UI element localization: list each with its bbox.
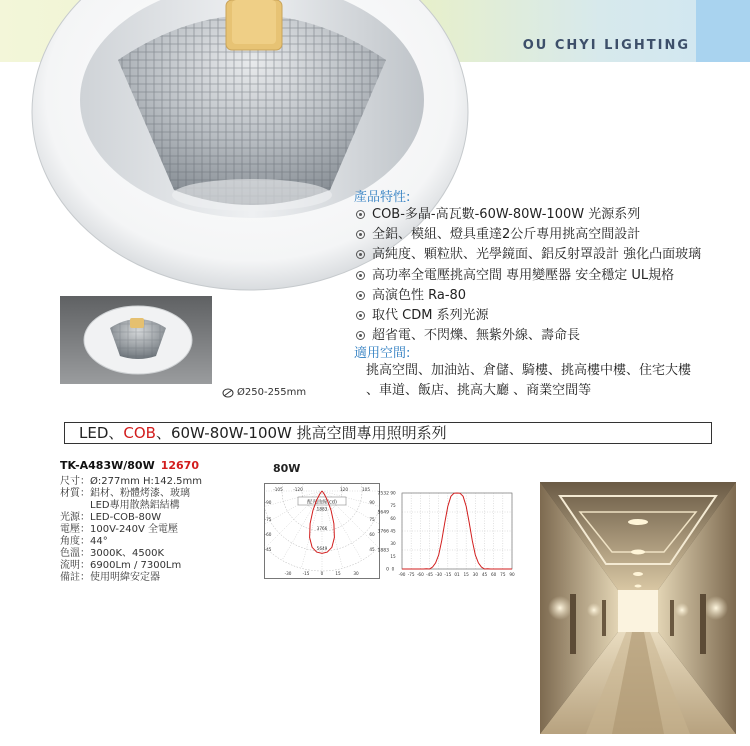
polar-angle-tick: 90	[369, 500, 375, 505]
polar-angle-tick: 105	[362, 487, 370, 492]
line-x-tick: 90	[509, 572, 515, 577]
product-code: 12670	[160, 459, 199, 472]
line-x-tick: 01	[454, 572, 460, 577]
polar-angle-tick: -15	[302, 571, 310, 576]
spec-list	[60, 476, 202, 584]
line-x-tick: 75	[500, 572, 506, 577]
bullet-icon	[356, 250, 365, 259]
polar-radial-tick: 5649	[316, 545, 328, 551]
line-x-tick: -60	[416, 572, 424, 577]
polar-angle-tick: 60	[369, 532, 375, 537]
bullet-icon	[356, 210, 365, 219]
feature-item: 高演色性 Ra-80	[356, 286, 701, 306]
polar-angle-tick: 75	[369, 517, 375, 522]
line-y2-tick: 0	[391, 566, 395, 572]
polar-distribution-chart	[264, 483, 380, 579]
series-banner: LED、COB、60W-80W-100W 挑高空間專用照明系列	[64, 422, 712, 444]
spec-row: 色溫：3000K、4500K	[60, 548, 165, 559]
applications-title: 適用空間:	[354, 346, 411, 361]
polar-angle-tick: 120	[340, 487, 348, 492]
line-y2-tick: 45	[390, 528, 396, 534]
polar-angle-tick: 0	[320, 571, 324, 576]
polar-angle-tick: -60	[264, 532, 272, 537]
line-y-tick: 1883	[377, 548, 389, 554]
line-y2-tick: 75	[390, 503, 396, 509]
line-x-tick: -30	[435, 572, 443, 577]
line-y-tick: 3766	[377, 529, 389, 535]
features-list	[356, 205, 701, 346]
model-number: TK-A483W/80W 12670	[60, 459, 199, 472]
line-distribution-chart	[372, 483, 522, 579]
line-x-tick: 15	[463, 572, 469, 577]
bullet-icon	[356, 230, 365, 239]
feature-item: 全鋁、模組、燈具重達2公斤專用挑高空間設計	[356, 225, 701, 245]
polar-angle-tick: 45	[369, 547, 375, 552]
diameter-icon	[222, 388, 234, 398]
applications-line-2: 、車道、飯店、挑高大廳 、商業空間等	[366, 383, 592, 398]
spec-row: 電壓：100V-240V 全電壓	[60, 524, 179, 535]
polar-angle-tick: -30	[284, 571, 292, 576]
polar-angle-tick: -90	[264, 500, 272, 505]
line-x-tick: 30	[472, 572, 479, 577]
bullet-icon	[356, 271, 365, 280]
size-note-text: Ø250-255mm	[237, 387, 307, 398]
polar-legend: 配光曲線(cd)	[307, 499, 337, 506]
feature-item: 取代 CDM 系列光源	[356, 306, 701, 326]
bullet-icon	[356, 331, 365, 340]
hotel-corridor-photo	[540, 482, 736, 734]
banner-cob: COB	[123, 424, 156, 442]
feature-item: 高功率全電壓挑高空間 專用變壓器 安全穩定 UL規格	[356, 266, 701, 286]
spec-row: 尺寸：Ø:277mm H:142.5mm	[60, 476, 202, 487]
bullet-icon	[356, 291, 365, 300]
feature-item: 高純度、顆粒狀、光學鏡面、鋁反射罩設計 強化凸面玻璃	[356, 245, 701, 265]
feature-item: COB-多晶-高瓦數-60W-80W-100W 光源系列	[356, 205, 701, 225]
line-x-tick: 45	[481, 572, 488, 577]
spec-row: 光源：LED-COB-80W	[60, 512, 162, 523]
line-x-tick: -15	[444, 572, 452, 577]
brand-name: OU CHYI LIGHTING	[522, 38, 690, 53]
spec-row: 流明：6900Lm / 7300Lm	[60, 560, 182, 571]
spec-row: 角度：44°	[60, 536, 108, 547]
line-y2-tick: 90	[390, 490, 396, 496]
brand-box	[696, 0, 750, 62]
line-y-tick: 0	[386, 567, 389, 573]
polar-radial-tick: 1883	[316, 506, 328, 512]
led-downlight-thumbnail	[60, 296, 212, 384]
applications-line-1: 挑高空間、加油站、倉儲、騎樓、挑高樓中樓、住宅大樓	[366, 363, 692, 378]
bullet-icon	[356, 311, 365, 320]
line-x-tick: -45	[426, 572, 433, 577]
line-x-tick: -75	[407, 572, 415, 577]
polar-angle-tick: 30	[353, 571, 359, 576]
spec-row: LED專用散熱鋁結構	[90, 500, 180, 511]
polar-radial-tick: 3766	[316, 526, 328, 532]
spec-row: 材質：鋁材、粉體烤漆、玻璃	[60, 488, 190, 499]
size-note	[222, 387, 306, 398]
polar-angle-tick: -45	[264, 547, 272, 552]
line-y-tick: 7532	[377, 491, 389, 497]
line-y2-tick: 60	[390, 515, 396, 521]
features-title: 產品特性:	[354, 190, 411, 205]
line-y-tick: 5649	[377, 510, 389, 516]
chart-title: 80W	[273, 462, 301, 475]
line-y2-tick: 15	[390, 553, 396, 559]
line-y2-tick: 30	[390, 541, 396, 547]
polar-angle-tick: 15	[335, 571, 341, 576]
polar-angle-tick: -75	[264, 517, 272, 522]
line-x-tick: -90	[398, 572, 406, 577]
spec-row: 備註：使用明緯安定器	[60, 572, 160, 583]
polar-angle-tick: -120	[293, 487, 303, 492]
feature-item: 超省電、不閃爍、無紫外線、壽命長	[356, 326, 701, 346]
line-x-tick: 60	[490, 572, 497, 577]
applications-text	[366, 361, 726, 401]
polar-angle-tick: -105	[273, 487, 283, 492]
